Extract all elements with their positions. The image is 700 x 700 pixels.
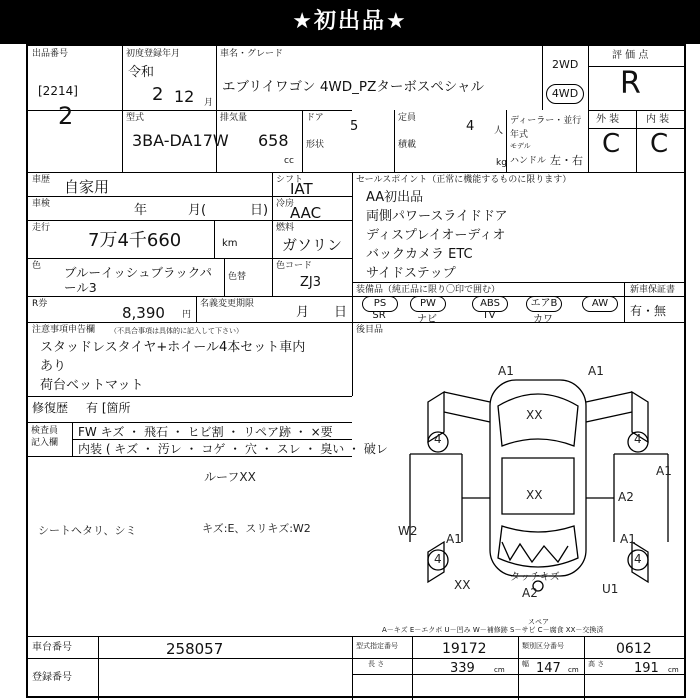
spare-label: スペア [528,618,549,626]
chassis-value: 258057 [166,640,224,658]
selling-points-label: セールスポイント（正常に機能するものに限ります） [356,175,572,185]
equip-leather: カワ [533,314,553,325]
class-no-value: 0612 [616,641,652,657]
inspection-year: 年 [134,203,148,218]
model-name-value: エブリイワゴン 4WD_PZターボスペシャル [222,79,485,95]
name-change-day: 日 [334,305,348,320]
recycle-label: R券 [32,299,48,309]
damage-a1-right: A1 [656,464,672,478]
width-label: 幅 [522,660,529,668]
doors-value: 5 [350,119,359,134]
doors-label: ドア [306,113,324,123]
exterior-label: 外 装 [596,114,620,125]
warranty-label: 新車保証書 [630,285,676,295]
exterior-grade: C [602,129,621,159]
damage-hood: XX [526,408,543,422]
inspection-day: 日) [250,203,269,218]
height-label: 高 さ [588,660,605,668]
damage-roof: XX [526,488,543,502]
first-reg-year: 2 [152,84,164,105]
history-label: 車歴 [32,175,51,185]
history-value: 自家用 [64,178,110,196]
damage-touch: タッチキズ [510,572,560,583]
aircon-value: AAC [290,204,322,222]
inspector-row-interior: 内装 ( キズ ・ 汚レ ・ コゲ ・ 穴 ・ スレ ・ 臭い ・ 破レ [78,442,388,456]
repair-value: 有 [箇所 [86,401,131,415]
lot-number: 2 [58,102,74,130]
damage-a2-rear: A2 [522,586,538,600]
length-label: 長 さ [368,660,385,668]
equip-ps: PS [362,296,398,312]
equip-navi: ナビ [417,314,437,325]
first-reg-label: 初度登録年月 [126,49,181,59]
interior-label: 内 装 [646,114,670,125]
inspection-month: 月( [188,203,207,218]
tire-front-right: 4 [634,432,642,446]
handle-value: 左・右 [550,154,583,167]
model-year-label: 年式 [510,130,529,140]
notes-lines [40,338,305,395]
recycle-unit: 円 [182,310,192,320]
note-seat: シートヘタリ、シミ [38,524,137,537]
height-value: 191 [634,661,659,676]
selling-point: AA初出品 [366,190,424,205]
color-code-label: 色コード [276,261,313,271]
type-cert-value: 19172 [442,641,487,657]
tire-front-left: 4 [434,432,442,446]
rating-label: 評 価 点 [612,50,649,61]
color-code-value: ZJ3 [300,275,322,290]
shift-value: IAT [290,180,313,198]
note-roof: ルーフXX [204,470,256,484]
handle-label: ハンドル [510,156,547,166]
fuel-label: 燃料 [276,223,295,233]
note-line: スタッドレスタイヤ+ホイール4本セット車内 [40,340,306,355]
length-unit: cm [494,666,505,674]
width-unit: cm [568,666,579,674]
first-reg-era: 令和 [128,65,155,80]
drive-2wd: 2WD [552,58,579,71]
class-no-label: 類別区分番号 [522,642,564,650]
color-value-2: ール3 [64,280,97,295]
displacement-value: 658 [258,131,289,150]
model-code-label: 型式 [126,113,145,123]
damage-a1-left: A1 [446,532,462,546]
load-label: 積載 [398,140,417,150]
inspector-label-2: 記入欄 [31,438,59,448]
equip-pw: PW [410,296,446,312]
chassis-label: 車台番号 [32,642,72,653]
shape-label: 形状 [306,140,325,150]
note-scratch: キズ:E、スリキズ:W2 [202,522,311,535]
mileage-label: 走行 [32,223,51,233]
color-label: 色 [32,261,42,271]
tire-rear-left: 4 [434,552,442,566]
first-reg-month-unit: 月 [204,98,214,108]
length-value: 339 [450,661,475,676]
damage-u1-rear-right: U1 [602,582,619,596]
capacity-label: 定員 [398,113,417,123]
inspector-row-fw: FW キズ ・ 飛石 ・ ヒビ割 ・ リペア跡 ・ ×要 [78,425,333,439]
equip-aw: AW [582,296,618,312]
repair-label: 修復歴 [32,401,69,415]
displacement-label: 排気量 [220,113,248,123]
registration-label: 登録番号 [32,672,72,683]
inspector-label-1: 検査員 [31,426,59,436]
first-reg-month: 12 [174,87,195,106]
displacement-unit: cc [284,156,294,166]
lot-label: 出品番号 [32,49,69,59]
damage-a1-front-left: A1 [498,364,514,378]
name-change-label: 名義変更期限 [200,299,255,309]
drive-4wd: 4WD [546,84,584,104]
equip-sr: SR [372,310,386,321]
selling-point: 両側パワースライドドア [366,209,508,224]
equip-tv: TV [482,310,496,321]
capacity-value: 4 [466,119,475,134]
fuel-value: ガソリン [282,236,343,254]
load-unit: kg [496,158,507,168]
equipment-label: 装備品（純正品に限り〇印で囲む） [356,285,501,295]
damage-xx-rear-left: XX [454,578,471,592]
recycle-value: 8,390 [122,304,165,322]
notes-sublabel: （不具合事項は具体的に記入して下さい） [110,327,243,335]
shift-label: シフト [276,175,304,185]
color-value-1: ブルーイッシュブラックパ [64,265,213,280]
rating-value: R [620,66,641,101]
mileage-value: 7万4千660 [88,230,182,251]
model-label: モデル [510,142,531,150]
selling-point: バックカメラ ETC [366,247,473,262]
page-header: ★初出品★ [0,0,700,44]
height-unit: cm [668,666,679,674]
damage-a2-right: A2 [618,490,634,504]
selling-point: ディスプレイオーディオ [366,228,506,243]
damage-legend: A－キズ E－エクボ U－凹み W－補修跡 S－サビ C－腐食 XX－交換済 [382,626,604,634]
damage-a1-rear-right: A1 [620,532,636,546]
interior-grade: C [650,129,669,159]
auction-sheet [26,44,686,698]
selling-points-list [366,188,508,283]
tire-rear-right: 4 [634,552,642,566]
equip-abs: ABS [472,296,508,312]
width-value: 147 [536,661,561,676]
model-name-label: 車名・グレード [220,49,284,59]
note-line: あり [40,359,67,374]
name-change-month: 月 [296,305,310,320]
note-line: 荷台ベットマット [40,378,144,393]
warranty-value: 有・無 [630,304,667,318]
capacity-unit: 人 [494,126,504,136]
damage-a1-front-right: A1 [588,364,604,378]
notes-label: 注意事項申告欄 [32,325,96,335]
inspection-label: 車検 [32,199,51,209]
equip-airbag: エアB [526,296,562,312]
rear-label: 後目品 [356,325,384,335]
mileage-unit: km [222,238,238,249]
color-change-label: 色替 [228,272,247,282]
lot-code: [2214] [38,84,78,98]
dealer-label: ディーラー・並行 [510,116,582,126]
type-cert-label: 型式指定番号 [356,642,398,650]
aircon-label: 冷房 [276,199,295,209]
damage-w2-left: W2 [398,524,418,538]
model-code-value: 3BA-DA17W [132,131,229,150]
selling-point: サイドステップ [366,266,456,281]
